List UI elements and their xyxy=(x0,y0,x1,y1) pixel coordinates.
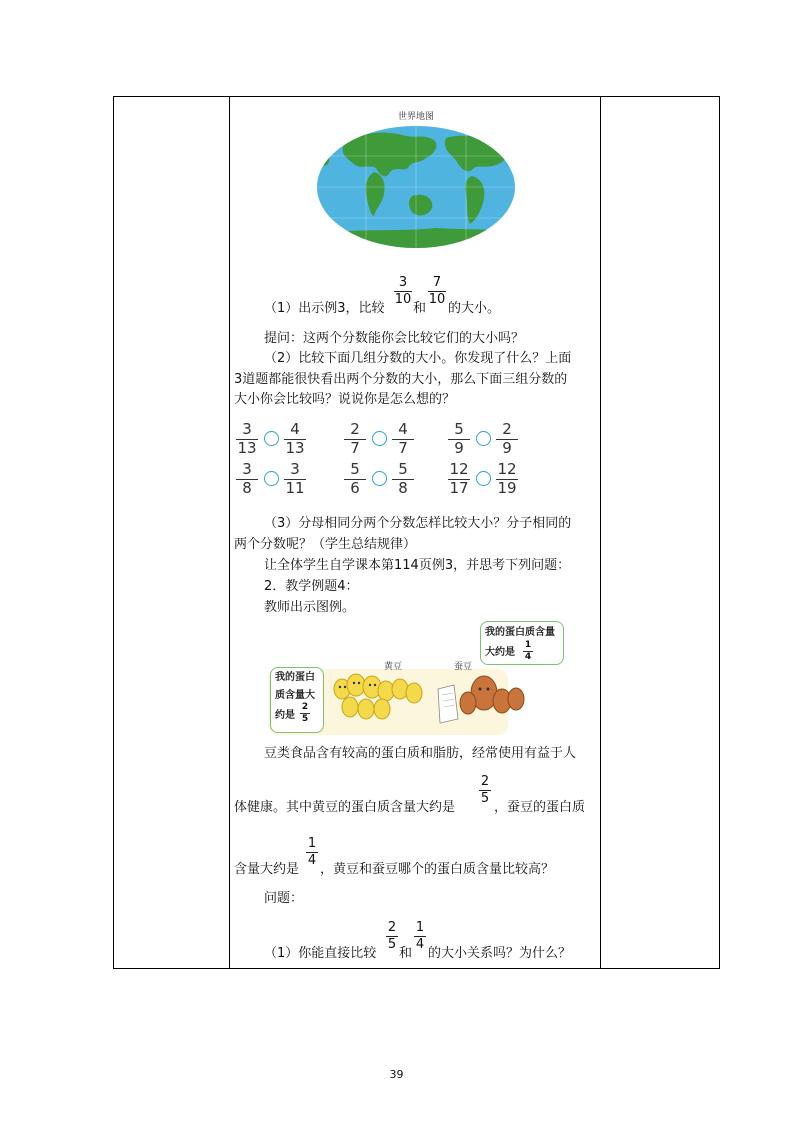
paragraph-line: 大小你会比较吗？说说你是怎么想的？ xyxy=(234,392,456,407)
fraction-7-10: 7 10 xyxy=(428,275,446,307)
paragraph-line: 3道题都能很快看出两个分数的大小，那么下面三组分数的 xyxy=(234,372,568,387)
comparison-left-fraction: 2 7 xyxy=(344,422,366,456)
and-text: 和 xyxy=(399,946,413,961)
comparison-right-fraction: 3 11 xyxy=(285,460,305,497)
beans-illustration xyxy=(268,619,564,735)
question-fraction-2-5: 2 5 xyxy=(387,920,397,952)
paragraph-line: （2）比较下面几组分数的大小。你发现了什么？上面 xyxy=(264,351,572,366)
comparison-left-fraction: 12 17 xyxy=(449,460,469,497)
comparison-blank-circle[interactable] xyxy=(264,431,279,446)
example4-heading: 2．教学例题4： xyxy=(264,579,359,594)
question-1-text: （1）你能直接比较 xyxy=(264,946,377,961)
lesson-table xyxy=(113,96,720,969)
comparison-left-fraction: 3 13 xyxy=(237,420,257,457)
comparison-right-fraction: 2 9 xyxy=(496,422,518,456)
question-fraction-1-4: 1 4 xyxy=(415,920,425,952)
paragraph-line: ，黄豆和蚕豆哪个的蛋白质含量比较高？ xyxy=(320,862,555,877)
bubble-fraction-2-5: 2 5 xyxy=(301,702,309,724)
comparison-right-fraction: 12 19 xyxy=(497,460,517,497)
comparison-blank-circle[interactable] xyxy=(476,471,491,486)
comparison-blank-circle[interactable] xyxy=(372,431,387,446)
and-text: 和 xyxy=(413,301,427,316)
map-title: 世界地图 xyxy=(397,112,434,122)
paragraph-line: 豆类食品含有较高的蛋白质和脂肪，经常使用有益于人 xyxy=(264,746,577,761)
comparison-blank-circle[interactable] xyxy=(476,431,491,446)
example3-text: （1）出示例3，比较 xyxy=(264,301,385,316)
content-cell xyxy=(230,97,600,970)
comparison-right-fraction: 4 7 xyxy=(392,422,414,456)
questions-heading: 问题： xyxy=(264,891,304,906)
comparison-item xyxy=(236,462,326,502)
comparison-item xyxy=(448,422,538,462)
paragraph-line: 让全体学生自学课本第114页例3，并思考下列问题： xyxy=(264,558,571,573)
comparison-item xyxy=(236,422,326,462)
comparison-blank-circle[interactable] xyxy=(264,471,279,486)
comparison-right-fraction: 5 8 xyxy=(392,462,414,496)
broadbean-speech-bubble: 我的蛋白质含量 大约是 1 4 xyxy=(480,621,564,665)
fraction-3-10: 3 10 xyxy=(394,275,412,307)
comparison-blank-circle[interactable] xyxy=(372,471,387,486)
question-1-text-end: 的大小关系吗？为什么？ xyxy=(428,946,572,961)
column-divider-right xyxy=(600,97,601,968)
fraction-1-4: 1 4 xyxy=(307,836,317,868)
comparison-left-fraction: 3 8 xyxy=(236,462,258,496)
paragraph-line: 含量大约是 xyxy=(234,862,300,877)
comparison-left-fraction: 5 9 xyxy=(448,422,470,456)
paragraph-line: ，蚕豆的蛋白质 xyxy=(494,800,586,815)
label-broadbean: 蚕豆 xyxy=(454,662,473,672)
paragraph-line: 教师出示图例。 xyxy=(264,600,356,615)
label-soybean: 黄豆 xyxy=(384,662,403,672)
size-text: 的大小。 xyxy=(448,301,501,316)
comparison-right-fraction: 4 13 xyxy=(285,420,305,457)
comparison-item xyxy=(448,462,538,502)
question-text: 提问：这两个分数能你会比较它们的大小吗？ xyxy=(264,331,525,346)
paragraph-line: 体健康。其中黄豆的蛋白质含量大约是 xyxy=(234,800,456,815)
soybean-speech-bubble: 我的蛋白 质含量大 约是 2 5 xyxy=(270,667,324,733)
page-number: 39 xyxy=(389,1068,404,1081)
comparison-item xyxy=(344,462,434,502)
paragraph-line: 两个分数呢？（学生总结规律） xyxy=(234,537,417,552)
comparison-item xyxy=(344,422,434,462)
fraction-2-5: 2 5 xyxy=(480,774,490,806)
paragraph-line: （3）分母相同分两个分数怎样比较大小？分子相同的 xyxy=(264,516,572,531)
comparison-left-fraction: 5 6 xyxy=(344,462,366,496)
world-map-image xyxy=(316,124,516,250)
bubble-fraction-1-4: 1 4 xyxy=(524,640,532,662)
